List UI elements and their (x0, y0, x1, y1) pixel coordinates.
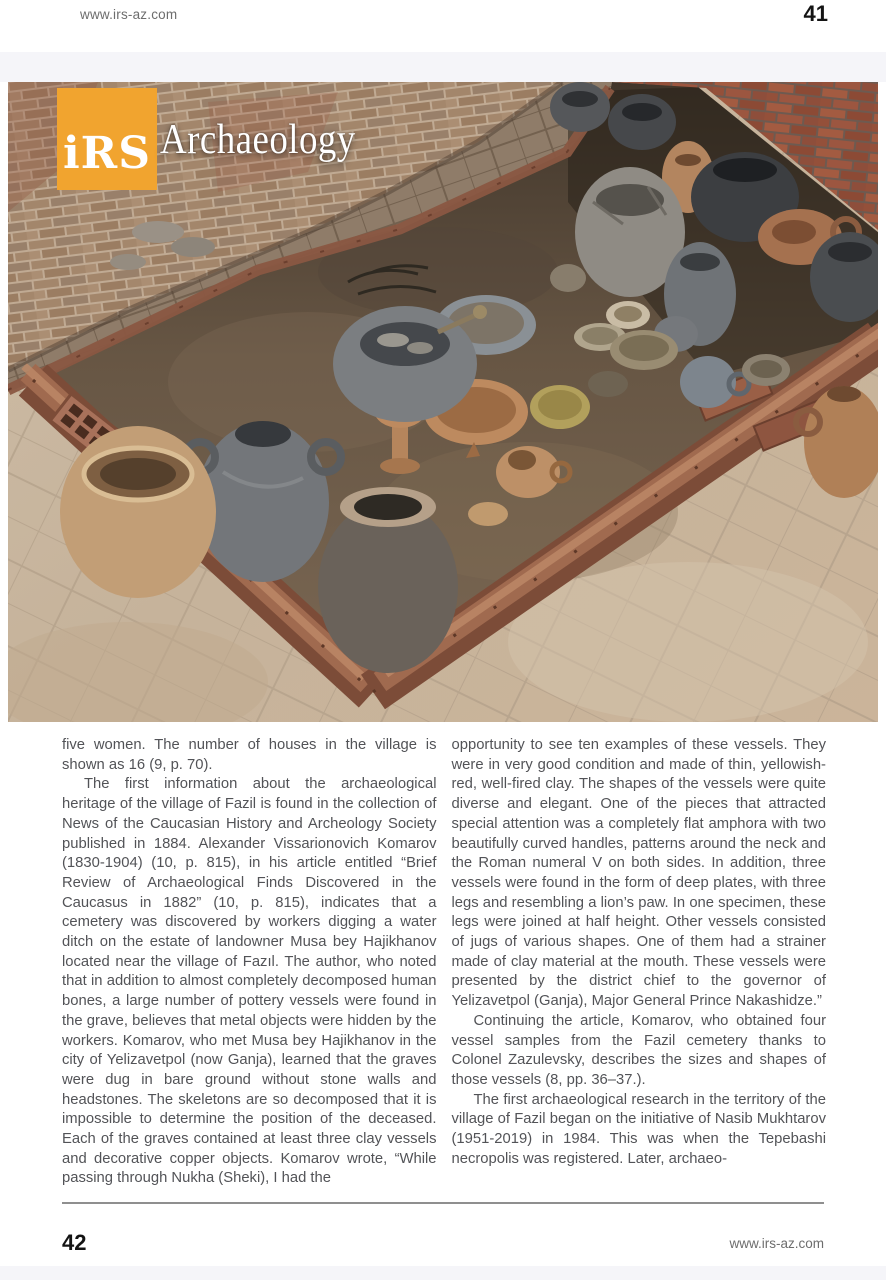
header-site-url: www.irs-az.com (80, 7, 178, 22)
paragraph: The first archaeological research in the territory of the village of Fazil began on the initiative of Nasib Mukhtarov (1951-2019) in 1984. This was when the Tepebashi necropolis was registered. Later, archaeo- (451, 1091, 826, 1167)
footer-page-number: 42 (62, 1230, 87, 1255)
paragraph: The first information about the archaeological heritage of the village of Fazil is found in the collection of News of the Caucasian History and Archeology Society published in 1884. Alexander Vissarionovich Komarov (1830-1904) (10, p. 815), in his article entitled “Brief Review of Archaeological Finds Discovered in the Caucasus in 1882” (10, p. 815), indicates that a cemetery was discovered by workers digging a water ditch on the estate of landowner Musa bey Hajikhanov located near the village of Fazıl. The author, who noted that in addition to almost completely decomposed human bones, a large number of pottery vessels were found in the grave, believes that metal objects were hidden by the workers. Komarov, who met Musa bey Hajikhanov in the city of Yelizavetpol (now Ganja), learned that the graves were dug in bare ground without stone walls and headstones. The skeletons are so decomposed that it is impossible to determine the position of the deceased. Each of the graves contained at least three clay vessels and decorative copper objects. Komarov wrote, “While passing through Nukha (Sheki), I had the (62, 776, 437, 1187)
footer-site-url: www.irs-az.com (729, 1236, 824, 1251)
paragraph: Continuing the article, Komarov, who obtained four vessel samples from the Fazil cemetery thanks to Colonel Zazulevsky, describes the sizes and shapes of those vessels (8, pp. 36–37.). (451, 1012, 826, 1088)
irs-logo (57, 88, 157, 190)
footer-rule (62, 1202, 824, 1204)
header-page-number: 41 (803, 1, 828, 26)
right-column (452, 736, 827, 1189)
article-body (62, 736, 826, 1189)
excavation-photo (8, 82, 878, 722)
section-title: Archaeology (160, 117, 356, 163)
paragraph: opportunity to see ten examples of these vessels. They were in very good condition and made of thin, yellowish-red, well-fired clay. The shapes of the vessels were quite diverse and elegant. One of the pieces that attracted special attention was a completely flat amphora with two beautifully curved handles, patterns around the neck and the Roman numeral V on both sides. In addition, three vessels were found in the form of deep plates, with three legs and resembling a lion’s paw. In one specimen, these legs were joined at half height. Other vessels consisted of jugs of various shapes. One of them had a strainer made of clay material at the mouth. These vessels were presented by the district chief to the governor of Yelizavetpol (Ganja), Major General Prince Nakashidze.” (451, 737, 826, 1010)
top-gray-band (0, 52, 886, 82)
left-column (62, 736, 437, 1189)
bottom-gray-band (0, 1266, 886, 1280)
paragraph: five women. The number of houses in the village is shown as 16 (9, p. 70). (62, 737, 437, 773)
irs-logo-text: iRS (62, 128, 152, 179)
